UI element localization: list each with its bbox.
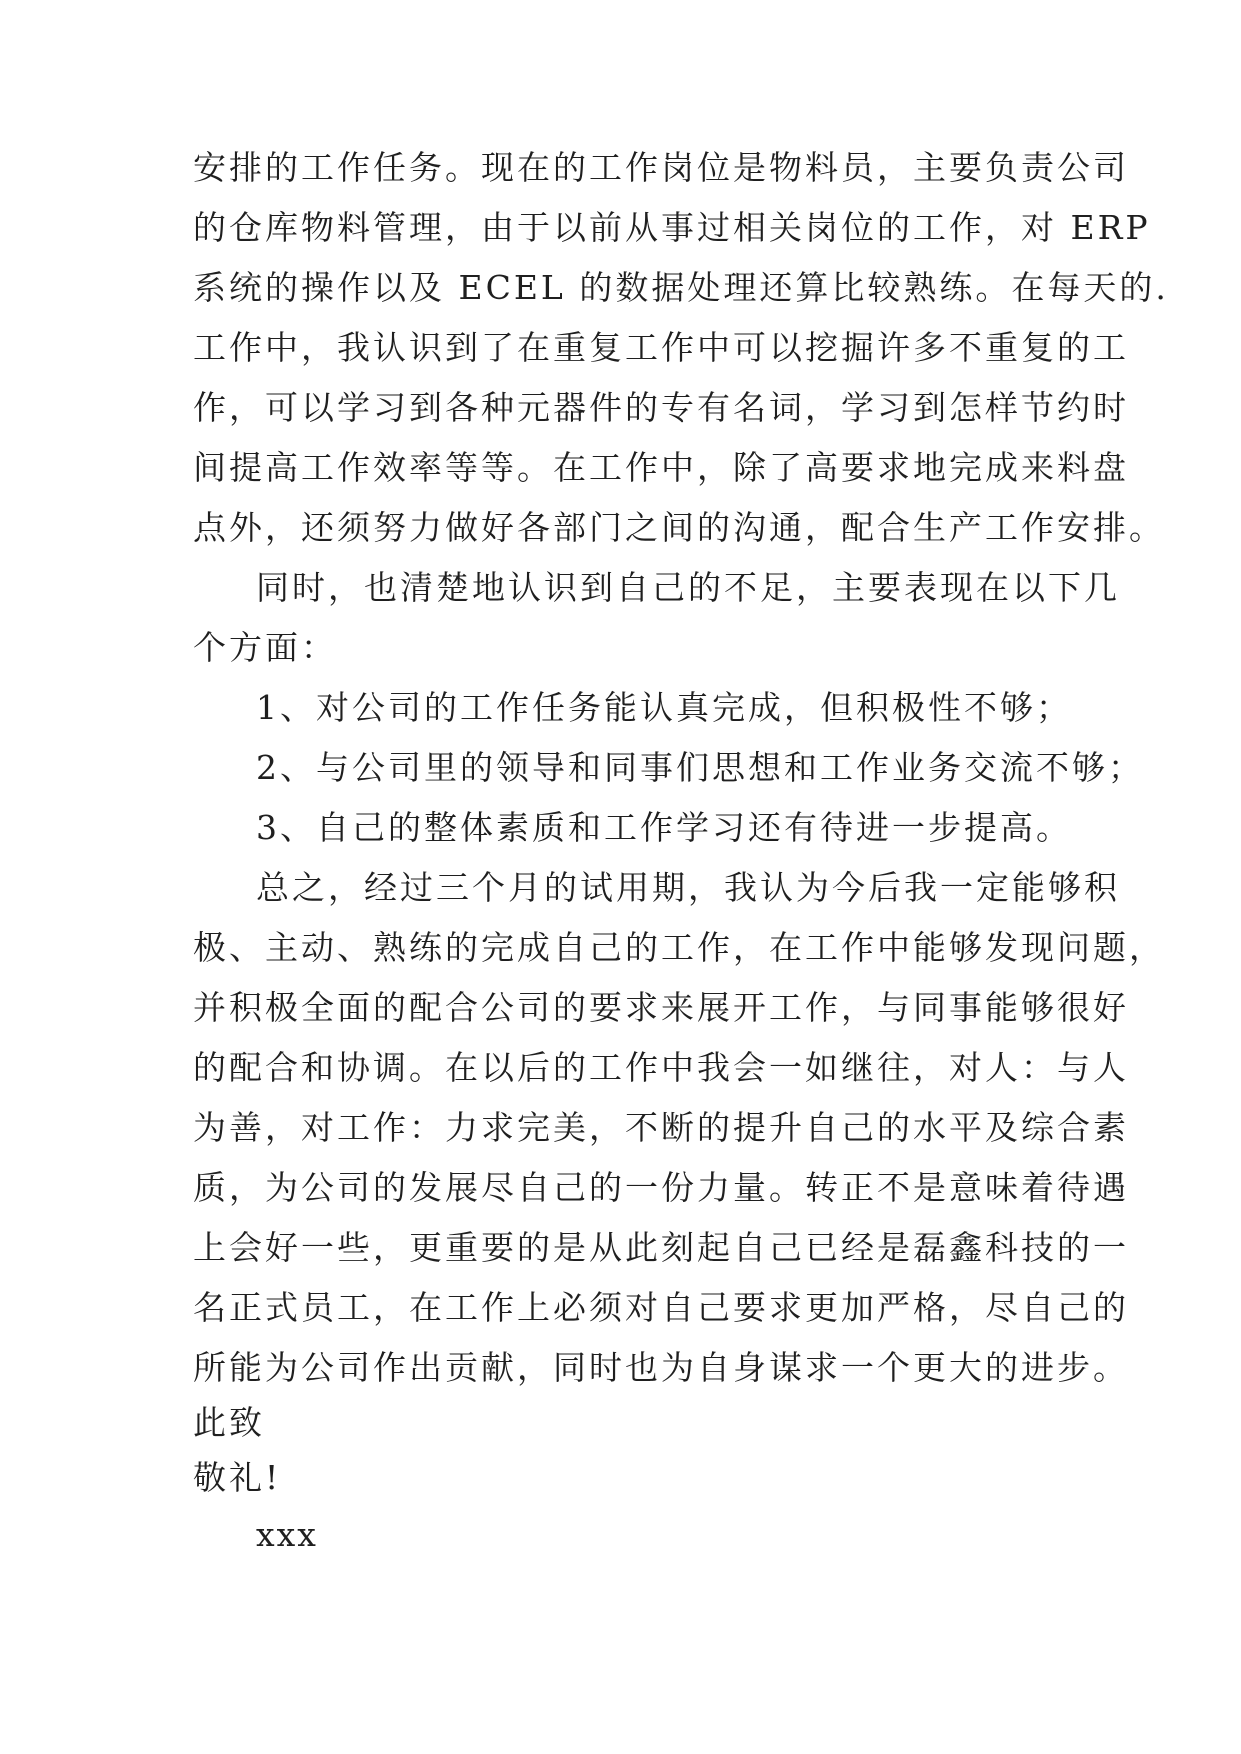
body-text-line: 名正式员工，在工作上必须对自己要求更加严格，尽自己的 xyxy=(193,1288,1129,1327)
body-text-line: 系统的操作以及 ECEL 的数据处理还算比较熟练。在每天的. xyxy=(193,268,1169,307)
closing-regards: 敬礼! xyxy=(193,1458,282,1497)
paragraph-start-line: 同时，也清楚地认识到自己的不足，主要表现在以下几 xyxy=(256,568,1120,607)
body-text-line: 为善，对工作：力求完美，不断的提升自己的水平及综合素 xyxy=(193,1108,1129,1147)
body-text-line: 的配合和协调。在以后的工作中我会一如继往，对人：与人 xyxy=(193,1048,1129,1087)
body-text-line: 作，可以学习到各种元器件的专有名词，学习到怎样节约时 xyxy=(193,388,1129,427)
body-text-line: 工作中，我认识到了在重复工作中可以挖掘许多不重复的工 xyxy=(193,328,1129,367)
body-text-line: 上会好一些，更重要的是从此刻起自己已经是磊鑫科技的一 xyxy=(193,1228,1129,1267)
list-item-1: 1、对公司的工作任务能认真完成，但积极性不够； xyxy=(256,688,1072,727)
paragraph-start-line: 总之，经过三个月的试用期，我认为今后我一定能够积 xyxy=(256,868,1120,907)
body-text-line: 的仓库物料管理，由于以前从事过相关岗位的工作，对 ERP xyxy=(193,208,1151,247)
list-item-2: 2、与公司里的领导和同事们思想和工作业务交流不够； xyxy=(256,748,1144,787)
signature-name: xxx xyxy=(256,1515,318,1554)
closing-salutation: 此致 xyxy=(193,1403,265,1442)
body-text-line: 安排的工作任务。现在的工作岗位是物料员，主要负责公司 xyxy=(193,148,1129,187)
body-text-line: 个方面： xyxy=(193,628,337,667)
body-text-line: 所能为公司作出贡献，同时也为自身谋求一个更大的进步。 xyxy=(193,1348,1129,1387)
body-text-line: 点外，还须努力做好各部门之间的沟通，配合生产工作安排。 xyxy=(193,508,1165,547)
body-text-line: 间提高工作效率等等。在工作中，除了高要求地完成来料盘 xyxy=(193,448,1129,487)
list-item-3: 3、自己的整体素质和工作学习还有待进一步提高。 xyxy=(256,808,1072,847)
body-text-line: 质，为公司的发展尽自己的一份力量。转正不是意味着待遇 xyxy=(193,1168,1129,1207)
body-text-line: 极、主动、熟练的完成自己的工作，在工作中能够发现问题， xyxy=(193,928,1165,967)
body-text-line: 并积极全面的配合公司的要求来展开工作，与同事能够很好 xyxy=(193,988,1129,1027)
